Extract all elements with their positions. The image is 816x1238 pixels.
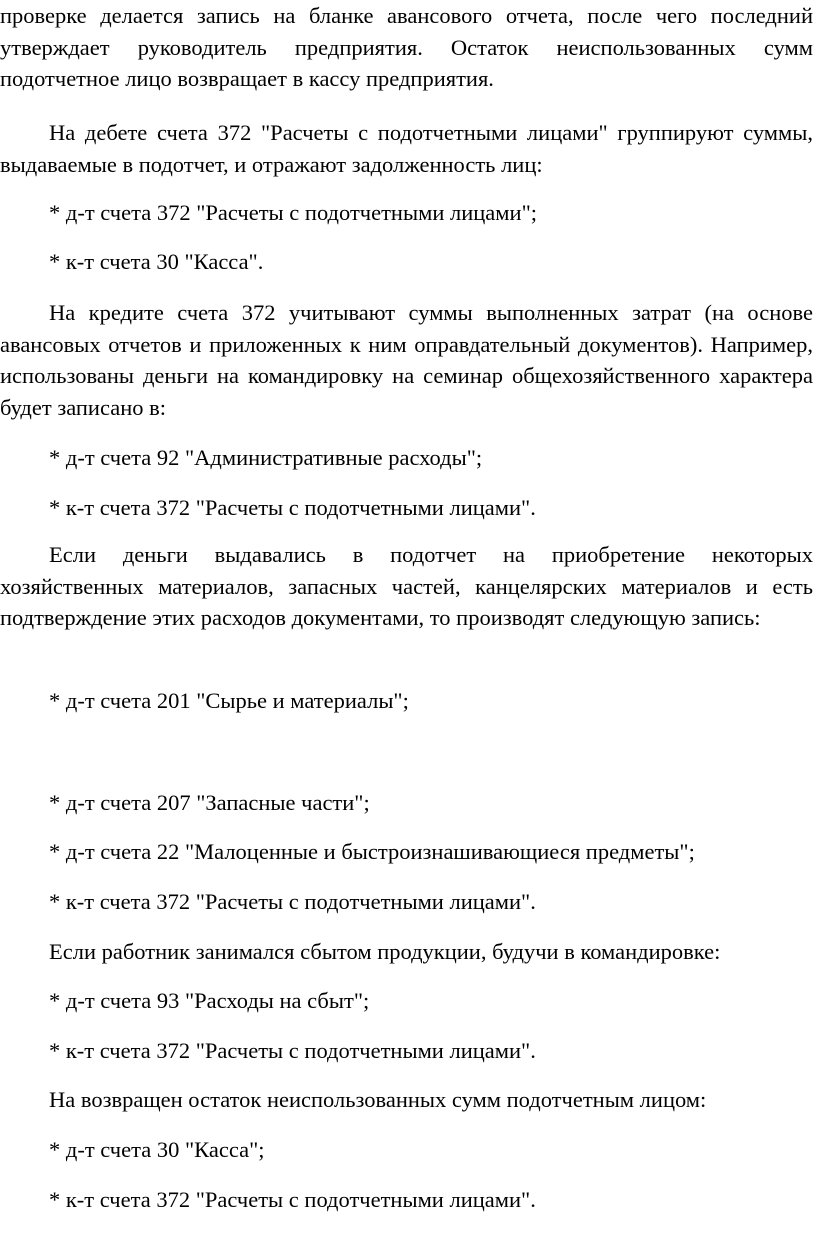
entry-credit-372-a: * к-т счета 372 "Расчеты с подотчетными лицами".	[49, 495, 536, 520]
paragraph-sales: Если работник занимался сбытом продукции, будучи в командировке:	[49, 939, 721, 964]
entry-credit-372-d: * к-т счета 372 "Расчеты с подотчетными лицами".	[49, 1187, 536, 1212]
paragraph-debit-372: На дебете счета 372 "Расчеты с подотчетными лицами" группируют суммы, выдаваемые в подотчет, и отражают задолженность лиц:	[0, 120, 813, 177]
entry-credit-372-b: * к-т счета 372 "Расчеты с подотчетными лицами".	[49, 889, 536, 914]
entry-debit-207: * д-т счета 207 "Запасные части";	[49, 790, 370, 815]
entry-credit-372-c: * к-т счета 372 "Расчеты с подотчетными лицами".	[49, 1038, 536, 1063]
paragraph-materials: Если деньги выдавались в подотчет на приобретение некоторых хозяйственных материалов, запасных частей, канцелярских материалов и есть подтверждение этих расходов документами, то производят следующую запись:	[0, 542, 813, 630]
paragraph-return: На возвращен остаток неиспользованных сумм подотчетным лицом:	[49, 1087, 707, 1112]
entry-debit-30: * д-т счета 30 "Касса";	[49, 1137, 265, 1162]
entry-debit-93: * д-т счета 93 "Расходы на сбыт";	[49, 988, 370, 1013]
paragraph-credit-372: На кредите счета 372 учитывают суммы выполненных затрат (на основе авансовых отчетов и приложенных к ним оправдательный документов). Например, использованы деньги на командировку на семинар общехозяйственного характера будет записано в:	[0, 300, 813, 420]
entry-credit-30: * к-т счета 30 "Касса".	[49, 249, 264, 274]
entry-debit-22: * д-т счета 22 "Малоценные и быстроизнашивающиеся предметы";	[49, 839, 695, 864]
entry-debit-92: * д-т счета 92 "Административные расходы";	[49, 445, 483, 470]
entry-debit-372: * д-т счета 372 "Расчеты с подотчетными лицами";	[49, 200, 538, 225]
paragraph-continuation: проверке делается запись на бланке авансового отчета, после чего последний утверждает руководитель предприятия. Остаток неиспользованных сумм подотчетное лицо возвращает в кассу предприятия.	[0, 3, 813, 91]
entry-debit-201: * д-т счета 201 "Сырье и материалы";	[49, 688, 409, 713]
